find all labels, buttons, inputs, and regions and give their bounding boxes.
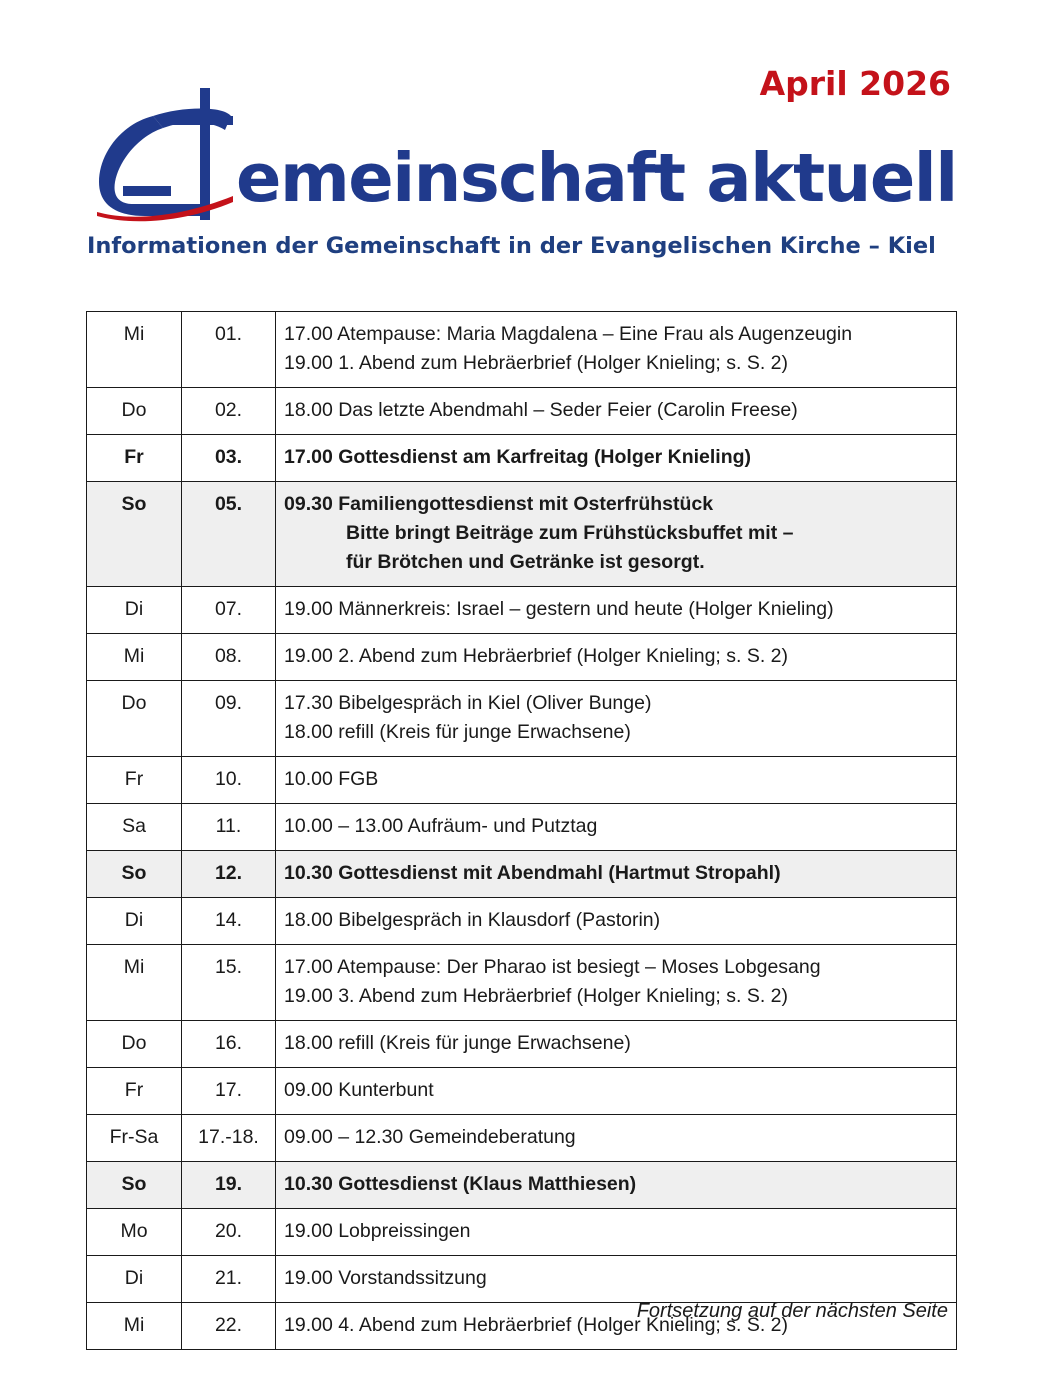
date-cell: 08. [182, 634, 276, 681]
weekday-cell: Mi [87, 1303, 182, 1350]
date-cell: 20. [182, 1209, 276, 1256]
event-line: 19.00 4. Abend zum Hebräerbrief (Holger Knieling; s. S. 2) [284, 1314, 789, 1336]
event-line: für Brötchen und Getränke ist gesorgt. [346, 551, 705, 573]
weekday-cell: Do [87, 388, 182, 435]
table-row [87, 634, 957, 681]
table-row [87, 388, 957, 435]
continuation-note: Fortsetzung auf der nächsten Seite [636, 1300, 948, 1322]
weekday-cell: Fr-Sa [87, 1115, 182, 1162]
event-cell [276, 587, 957, 634]
event-cell [276, 804, 957, 851]
event-line: 09.30 Familiengottesdienst mit Osterfrühstück [284, 493, 714, 515]
table-row [87, 482, 957, 587]
event-cell [276, 1021, 957, 1068]
event-line: 17.00 Gottesdienst am Karfreitag (Holger Knieling) [284, 446, 752, 468]
weekday-cell: Mi [87, 634, 182, 681]
event-cell [276, 312, 957, 388]
event-line: 09.00 Kunterbunt [284, 1079, 434, 1101]
table-row [87, 757, 957, 804]
event-cell [276, 681, 957, 757]
date-cell: 16. [182, 1021, 276, 1068]
table-row [87, 851, 957, 898]
date-cell: 02. [182, 388, 276, 435]
event-cell [276, 757, 957, 804]
weekday-cell: So [87, 1162, 182, 1209]
date-cell: 22. [182, 1303, 276, 1350]
weekday-cell: Mi [87, 945, 182, 1021]
date-cell: 10. [182, 757, 276, 804]
date-cell: 21. [182, 1256, 276, 1303]
date-cell: 19. [182, 1162, 276, 1209]
event-line: Bitte bringt Beiträge zum Frühstücksbuffet mit – [346, 522, 794, 544]
issue-month: April 2026 [759, 64, 951, 103]
weekday-cell: So [87, 482, 182, 587]
weekday-cell: Sa [87, 804, 182, 851]
newsletter-subtitle: Informationen der Gemeinschaft in der Evangelischen Kirche – Kiel [87, 233, 936, 259]
event-line: 10.00 – 13.00 Aufräum- und Putztag [284, 815, 598, 837]
event-line: 19.00 3. Abend zum Hebräerbrief (Holger Knieling; s. S. 2) [284, 985, 789, 1007]
event-cell [276, 1068, 957, 1115]
event-cell [276, 1115, 957, 1162]
event-line: 10.00 FGB [284, 768, 379, 790]
date-cell: 03. [182, 435, 276, 482]
table-row [87, 1115, 957, 1162]
event-line: 19.00 Männerkreis: Israel – gestern und heute (Holger Knieling) [284, 598, 834, 620]
table-row [87, 945, 957, 1021]
date-cell: 01. [182, 312, 276, 388]
event-line: 10.30 Gottesdienst (Klaus Matthiesen) [284, 1173, 637, 1195]
table-row [87, 435, 957, 482]
event-cell [276, 898, 957, 945]
weekday-cell: Di [87, 587, 182, 634]
date-cell: 14. [182, 898, 276, 945]
event-line: 10.30 Gottesdienst mit Abendmahl (Hartmut Stropahl) [284, 862, 781, 884]
weekday-cell: Fr [87, 757, 182, 804]
date-cell: 07. [182, 587, 276, 634]
table-row [87, 804, 957, 851]
event-cell [276, 634, 957, 681]
event-cell [276, 1162, 957, 1209]
table-row [87, 312, 957, 388]
event-line: 18.00 refill (Kreis für junge Erwachsene) [284, 1032, 631, 1054]
weekday-cell: Fr [87, 435, 182, 482]
newsletter-title: emeinschaft aktuell [236, 139, 957, 217]
table-row [87, 1162, 957, 1209]
event-line: 19.00 1. Abend zum Hebräerbrief (Holger Knieling; s. S. 2) [284, 352, 789, 374]
table-row [87, 1256, 957, 1303]
event-cell [276, 1256, 957, 1303]
event-cell [276, 482, 957, 587]
event-line: 17.00 Atempause: Maria Magdalena – Eine Frau als Augenzeugin [284, 323, 853, 345]
date-cell: 11. [182, 804, 276, 851]
weekday-cell: Mi [87, 312, 182, 388]
event-line: 17.30 Bibelgespräch in Kiel (Oliver Bunge) [284, 692, 652, 714]
weekday-cell: Di [87, 1256, 182, 1303]
event-line: 09.00 – 12.30 Gemeindeberatung [284, 1126, 576, 1148]
date-cell: 12. [182, 851, 276, 898]
event-line: 19.00 2. Abend zum Hebräerbrief (Holger Knieling; s. S. 2) [284, 645, 789, 667]
weekday-cell: So [87, 851, 182, 898]
table-row [87, 587, 957, 634]
event-schedule-table [86, 311, 957, 1350]
weekday-cell: Do [87, 681, 182, 757]
event-line: 18.00 Bibelgespräch in Klausdorf (Pastorin) [284, 909, 661, 931]
table-row [87, 1021, 957, 1068]
event-cell [276, 851, 957, 898]
date-cell: 15. [182, 945, 276, 1021]
table-row [87, 898, 957, 945]
table-row [87, 681, 957, 757]
event-line: 17.00 Atempause: Der Pharao ist besiegt – Moses Lobgesang [284, 956, 821, 978]
date-cell: 17. [182, 1068, 276, 1115]
event-line: 18.00 refill (Kreis für junge Erwachsene) [284, 721, 631, 743]
table-row [87, 1068, 957, 1115]
weekday-cell: Do [87, 1021, 182, 1068]
event-line: 19.00 Lobpreissingen [284, 1220, 471, 1242]
weekday-cell: Di [87, 898, 182, 945]
cross-g-logo-icon [93, 86, 233, 222]
event-line: 18.00 Das letzte Abendmahl – Seder Feier (Carolin Freese) [284, 399, 798, 421]
event-cell [276, 1209, 957, 1256]
event-line: 19.00 Vorstandssitzung [284, 1267, 487, 1289]
event-cell [276, 435, 957, 482]
weekday-cell: Mo [87, 1209, 182, 1256]
date-cell: 17.-18. [182, 1115, 276, 1162]
event-cell [276, 388, 957, 435]
weekday-cell: Fr [87, 1068, 182, 1115]
table-row [87, 1209, 957, 1256]
date-cell: 05. [182, 482, 276, 587]
event-cell [276, 945, 957, 1021]
date-cell: 09. [182, 681, 276, 757]
